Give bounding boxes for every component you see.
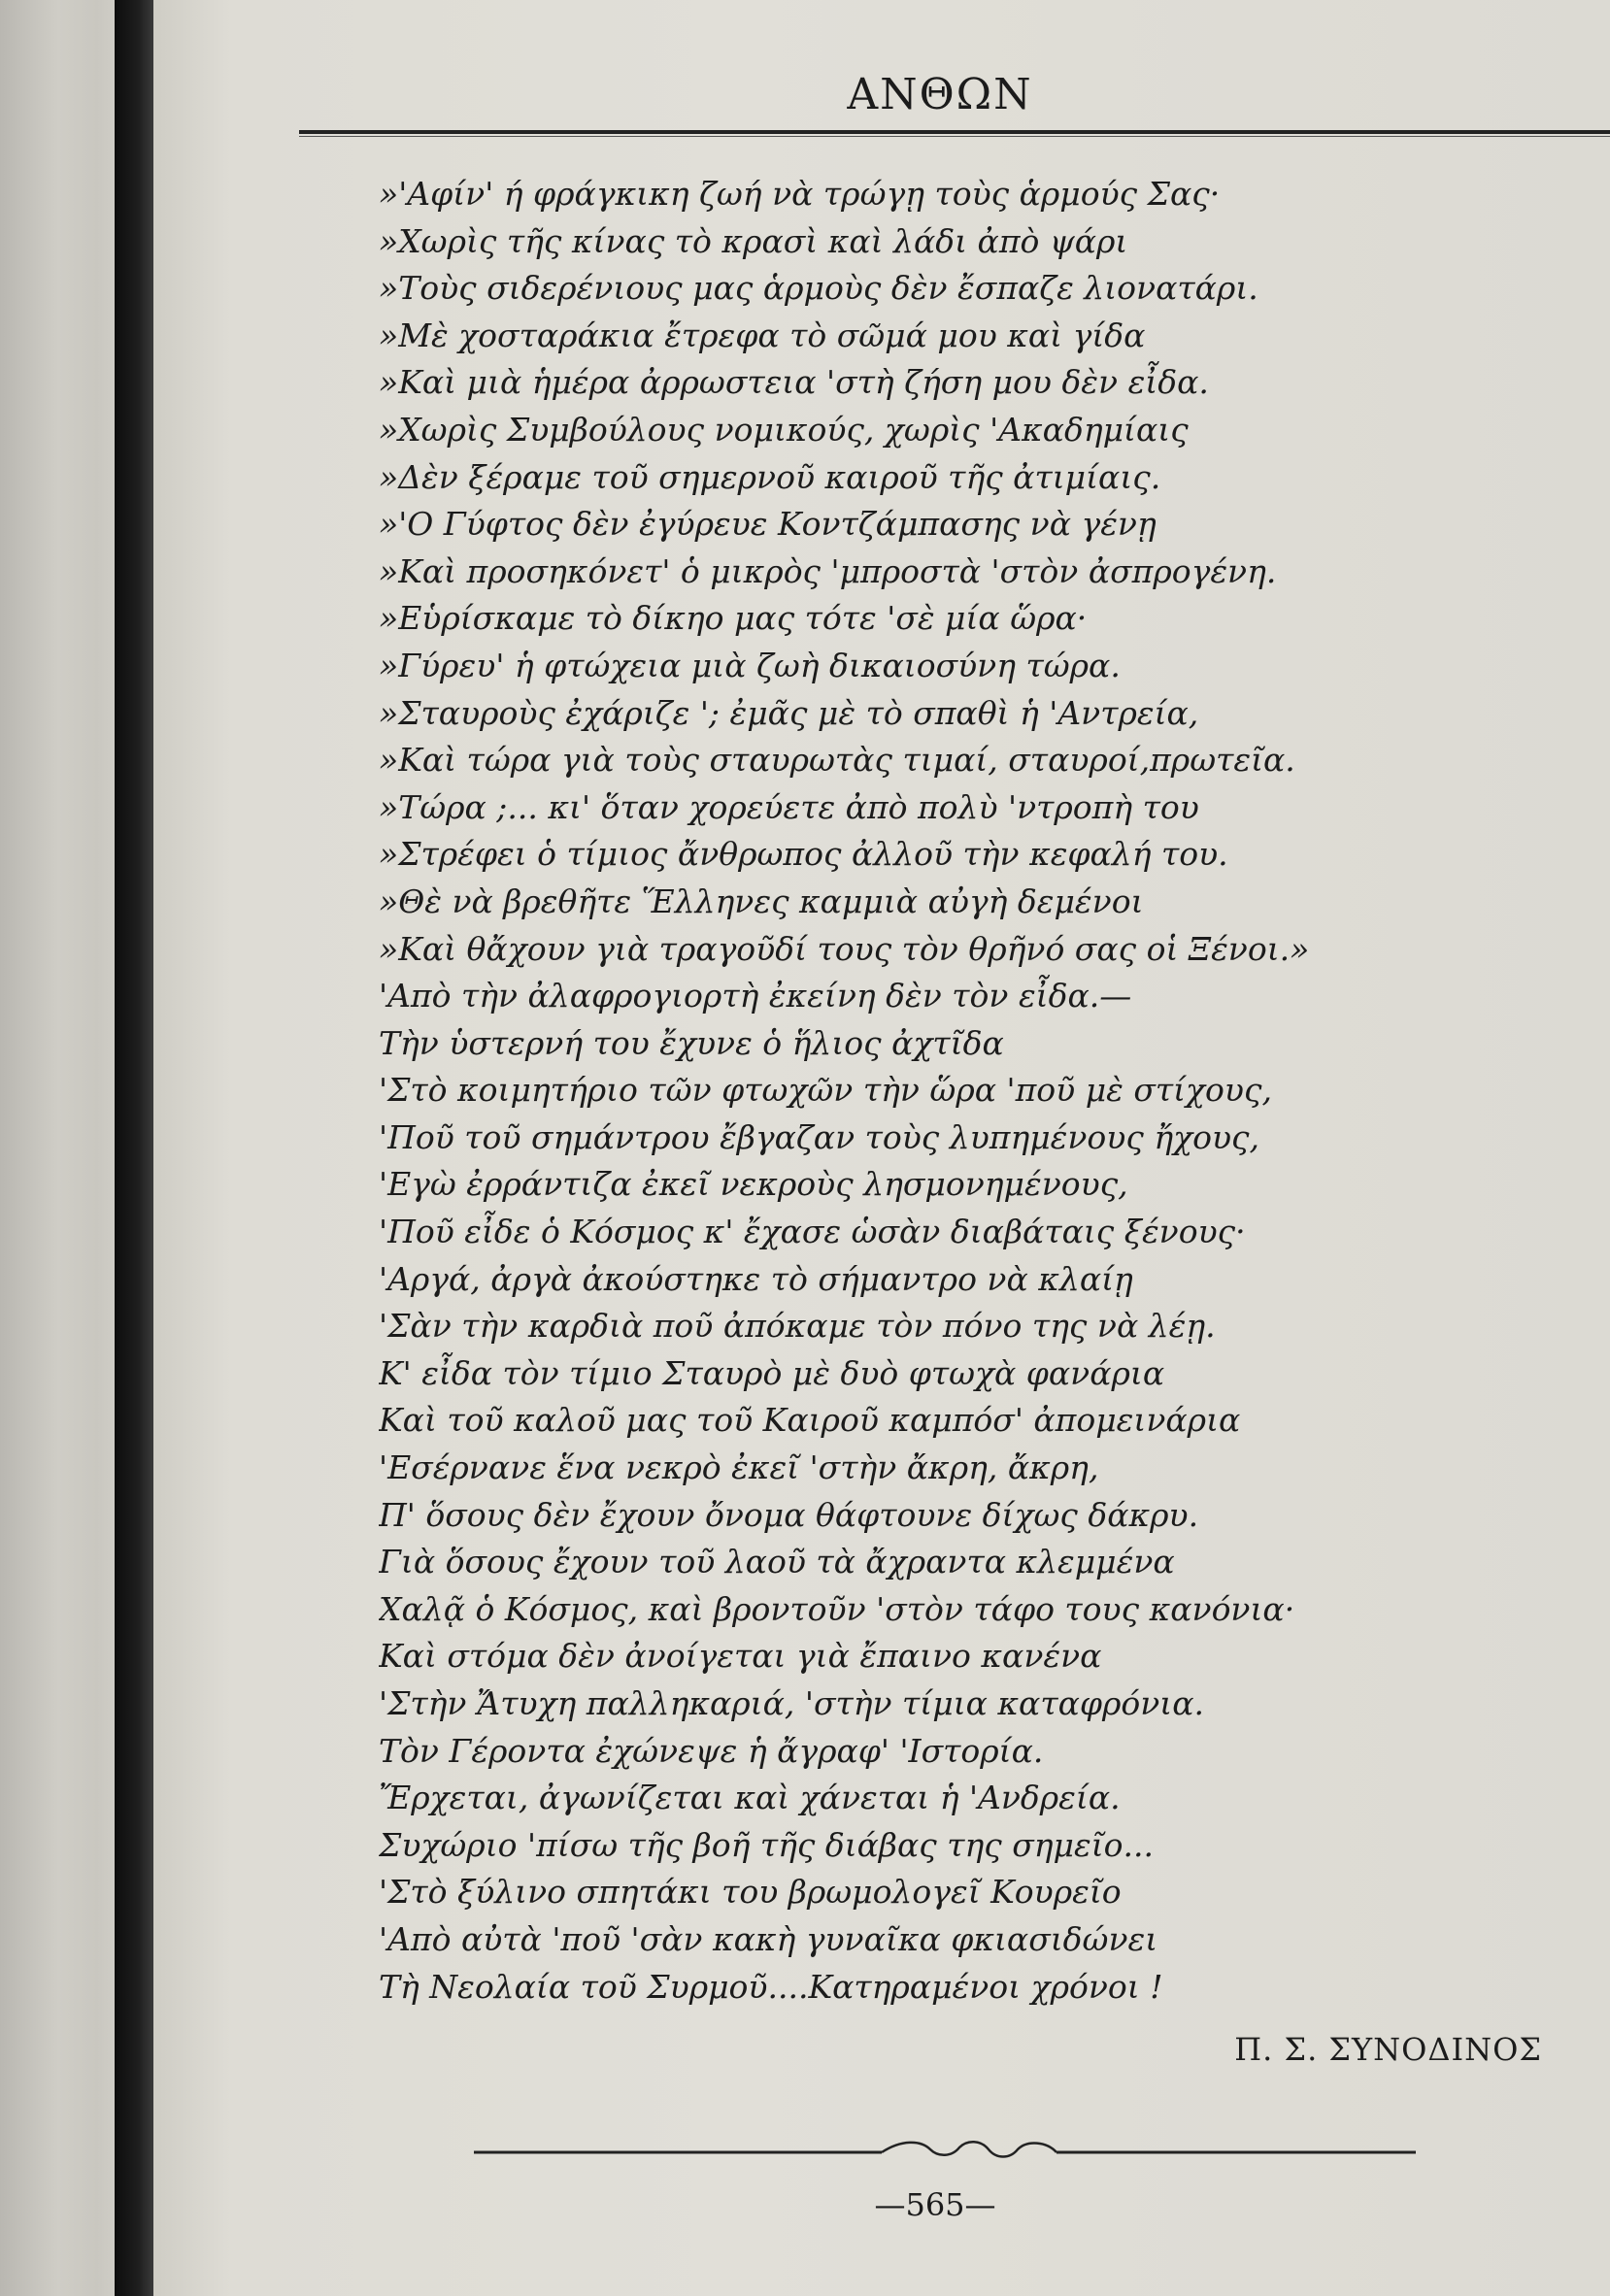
poem-line: 'Ποῦ τοῦ σημάντρου ἔβγαζαν τοὺς λυπημένους ἤχους, <box>379 1117 1260 1156</box>
poem-line: »Δὲν ξέραμε τοῦ σημερνοῦ καιροῦ τῆς ἀτιμίαις. <box>379 457 1161 496</box>
poem-line: »Χωρὶς τῆς κίνας τὸ κρασὶ καὶ λάδι ἀπὸ ψάρι <box>379 221 1128 260</box>
book-page <box>153 0 1610 2296</box>
poem-line: Τὴ Νεολαία τοῦ Συρμοῦ....Κατηραμένοι χρόνοι ! <box>379 1967 1163 2006</box>
header-rule <box>299 130 1610 134</box>
poem-line: Τὴν ὑστερνή του ἔχυνε ὁ ἥλιος ἀχτῖδα <box>379 1023 1004 1062</box>
author-signature: Π. Σ. ΣΥΝΟΔΙΝΟΣ <box>1234 2031 1542 2068</box>
poem-line: »Καὶ προσηκόνετ' ὁ μικρὸς 'μπροστὰ 'στὸν ἀσπρογένη. <box>379 551 1277 590</box>
poem-line: Τὸν Γέροντα ἐχώνεψε ἡ ἄγραφ' 'Ιστορία. <box>379 1731 1044 1770</box>
poem-line: 'Εγὼ ἐρράντιζα ἐκεῖ νεκροὺς λησμονημένους, <box>379 1165 1128 1204</box>
poem-line: »Καὶ μιὰ ἡμέρα ἀρρωστεια 'στὴ ζήση μου δὲν εἶδα. <box>379 363 1209 402</box>
poem-line: 'Ποῦ εἶδε ὁ Κόσμος κ' ἔχασε ὡσὰν διαβάταις ξένους· <box>379 1213 1246 1251</box>
poem-line: »Καὶ τώρα γιὰ τοὺς σταυρωτὰς τιμαί, σταυροί,πρωτεῖα. <box>379 741 1295 780</box>
running-header: ΑΝΘΩΝ <box>847 70 1033 119</box>
poem-line: »Καὶ θἄχουν γιὰ τραγοῦδί τους τὸν θρῆνό σας οἱ Ξένοι.» <box>379 929 1310 968</box>
poem-line: »Θὲ νὰ βρεθῆτε Ἕλληνες καμμιὰ αὐγὴ δεμένοι <box>379 882 1144 920</box>
poem-line: »Τώρα ;... κι' ὅταν χορεύετε ἀπὸ πολὺ 'ντροπὴ του <box>379 787 1199 826</box>
poem-line: 'Στὸ ξύλινο σπητάκι του βρωμολογεῖ Κουρεῖο <box>379 1873 1122 1912</box>
poem-line: 'Σὰν τὴν καρδιὰ ποῦ ἀπόκαμε τὸν πόνο της νὰ λέῃ. <box>379 1307 1216 1346</box>
poem-line: 'Εσέρνανε ἕνα νεκρὸ ἐκεῖ 'στὴν ἄκρη, ἄκρη, <box>379 1448 1099 1487</box>
poem-line: Χαλᾷ ὁ Κόσμος, καὶ βροντοῦν 'στὸν τάφο τους κανόνια· <box>379 1589 1295 1628</box>
poem-line: »'Ο Γύφτος δὲν ἐγύρευε Κοντζάμπασης νὰ γένῃ <box>379 505 1157 544</box>
poem-line: 'Απὸ τὴν ἀλαφρογιορτὴ ἐκείνη δὲν τὸν εἶδα.— <box>379 977 1132 1015</box>
poem-line: Καὶ τοῦ καλοῦ μας τοῦ Καιροῦ καμπόσ' ἀπομεινάρια <box>379 1401 1241 1440</box>
poem-line: Κ' εἶδα τὸν τίμιο Σταυρὸ μὲ δυὸ φτωχὰ φανάρια <box>379 1353 1165 1392</box>
poem-line: »Τοὺς σιδερένιους μας ἁρμοὺς δὲν ἔσπαζε λιονατάρι. <box>379 269 1258 308</box>
poem-body <box>379 171 1610 2011</box>
header-rule-thin <box>299 136 1610 137</box>
poem-line: Ἔρχεται, ἀγωνίζεται καὶ χάνεται ἡ 'Ανδρεία. <box>379 1779 1121 1817</box>
poem-line: Καὶ στόμα δὲν ἀνοίγεται γιὰ ἔπαινο κανένα <box>379 1637 1102 1676</box>
poem-line: »Εὑρίσκαμε τὸ δίκηο μας τότε 'σὲ μία ὥρα· <box>379 599 1088 638</box>
poem-line: »Σταυροὺς ἐχάριζε '; ἐμᾶς μὲ τὸ σπαθὶ ἡ 'Αντρεία, <box>379 693 1199 732</box>
poem-line: Συχώριο 'πίσω τῆς βοῆ τῆς διάβας της σημεῖο... <box>379 1825 1154 1864</box>
poem-line: »Στρέφει ὁ τίμιος ἄνθρωπος ἀλλοῦ τὴν κεφαλή του. <box>379 835 1228 874</box>
poem-line: »Μὲ χοσταράκια ἔτρεφα τὸ σῶμά μου καὶ γίδα <box>379 316 1146 354</box>
book-spine <box>115 0 153 2296</box>
poem-line: »Γύρευ' ἡ φτώχεια μιὰ ζωὴ δικαιοσύνη τώρα. <box>379 646 1121 684</box>
poem-line: »'Αφίν' ή φράγκικη ζωή νὰ τρώγῃ τοὺς ἁρμούς Σας· <box>379 175 1221 213</box>
poem-line: »Χωρὶς Συμβούλους νομικούς, χωρὶς 'Ακαδημίαις <box>379 410 1189 449</box>
poem-line: 'Αργά, ἀργὰ ἀκούστηκε τὸ σήμαντρο νὰ κλαίῃ <box>379 1259 1133 1298</box>
adjacent-page-edge <box>0 0 115 2296</box>
page-number: —565— <box>874 2186 996 2223</box>
poem-line: Γιὰ ὅσους ἔχουν τοῦ λαοῦ τὰ ἄχραντα κλεμμένα <box>379 1543 1175 1581</box>
poem-line: 'Απὸ αὐτὰ 'ποῦ 'σὰν κακὴ γυναῖκα φκιασιδώνει <box>379 1919 1158 1958</box>
poem-line: 'Στὸ κοιμητήριο τῶν φτωχῶν τὴν ὥρα 'ποῦ μὲ στίχους, <box>379 1071 1272 1110</box>
ornament-divider <box>474 2136 1416 2165</box>
poem-line: 'Στὴν Ἄτυχη παλληκαριά, 'στὴν τίμια καταφρόνια. <box>379 1684 1205 1722</box>
poem-line: Π' ὅσους δὲν ἔχουν ὄνομα θάφτουνε δίχως δάκρυ. <box>379 1495 1199 1534</box>
